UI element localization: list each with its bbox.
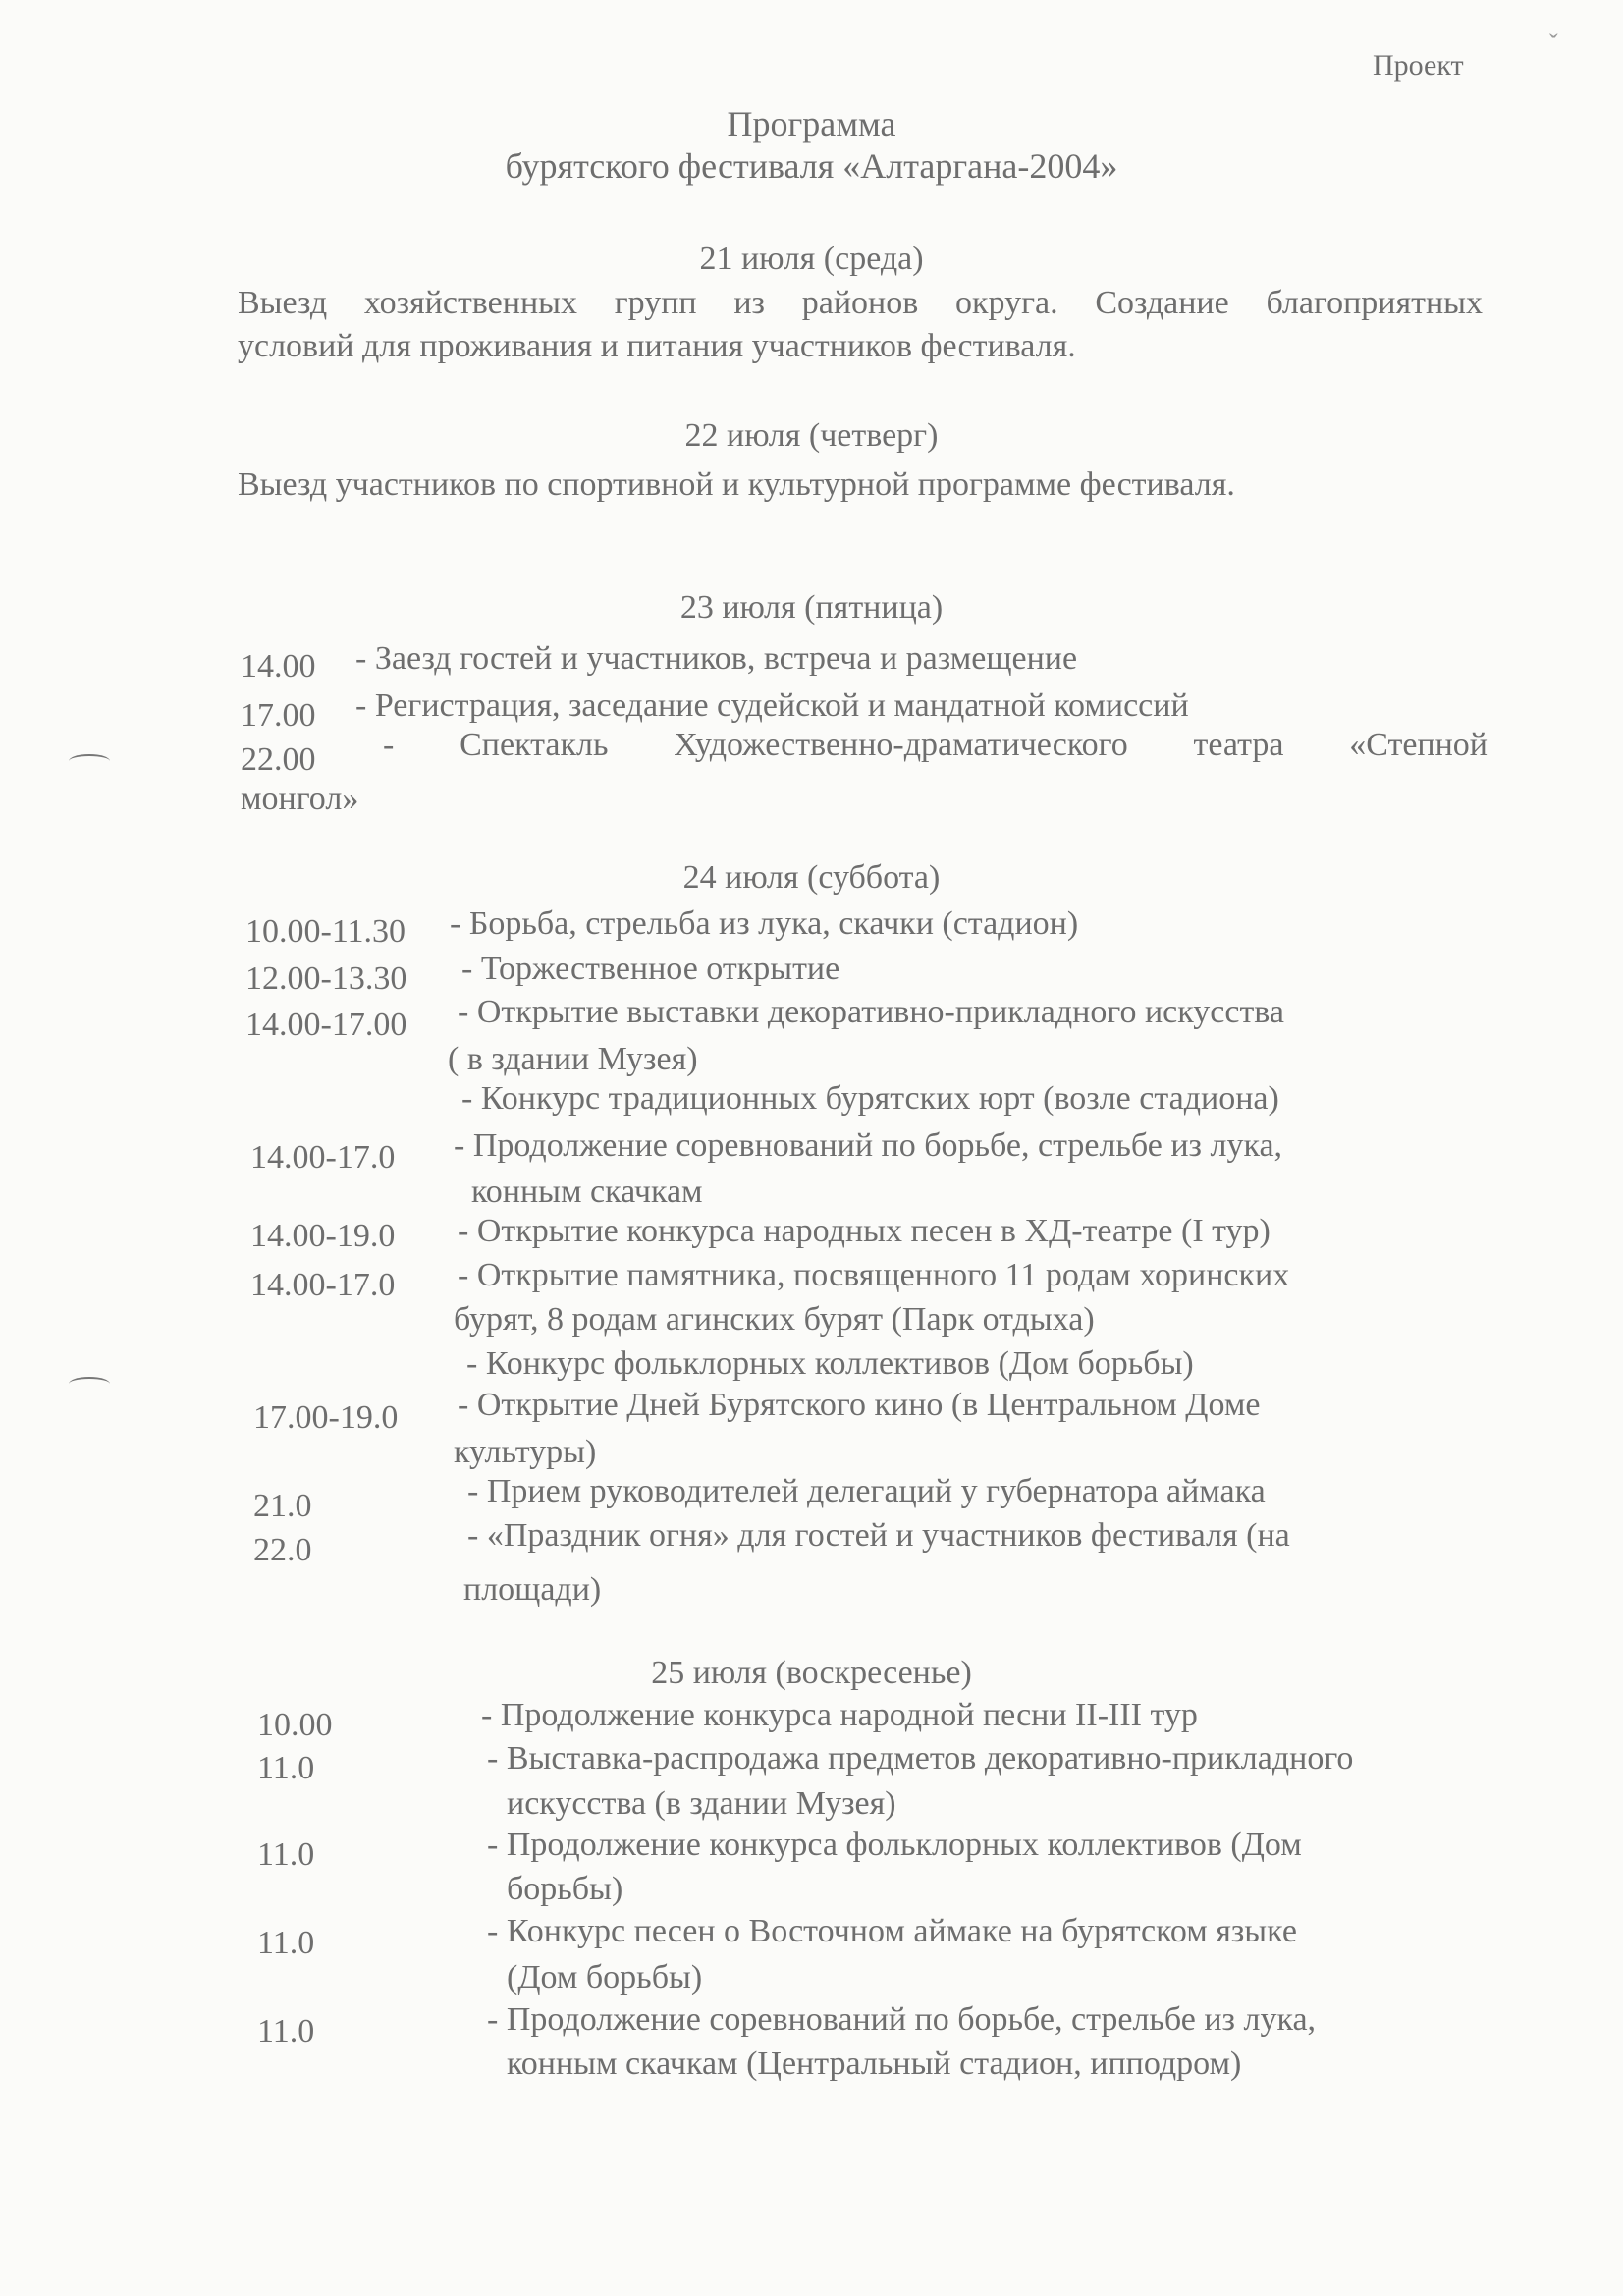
event-time: 11.0 (257, 1925, 315, 1961)
event-text-continuation: ( в здании Музея) (448, 1041, 698, 1077)
event-time: 11.0 (257, 1750, 315, 1786)
day-22-text-line-1: Выезд участников по спортивной и культурной программе фестиваля. (238, 466, 1235, 503)
event-time: 14.00-19.0 (250, 1218, 396, 1254)
day-heading-24: 24 июля (суббота) (682, 859, 941, 896)
event-text-continuation: конным скачкам (471, 1174, 703, 1210)
event-time: 21.0 (253, 1488, 312, 1524)
event-text-continuation: бурят, 8 родам агинских бурят (Парк отдыха) (454, 1301, 1095, 1338)
event-time: 14.00-17.00 (245, 1007, 407, 1043)
event-text-continuation: монгол» (241, 781, 359, 817)
day-heading-22: 22 июля (четверг) (684, 417, 939, 454)
day-heading-25: 25 июля (воскресенье) (651, 1655, 972, 1691)
event-text: - Борьба, стрельба из лука, скачки (стадион) (450, 905, 1079, 942)
event-text-continuation: культуры) (454, 1434, 597, 1470)
event-time: 11.0 (257, 1836, 315, 1873)
event-time: 10.00-11.30 (245, 913, 406, 950)
day-heading-21: 21 июля (среда) (699, 241, 924, 277)
event-text-continuation: борьбы) (507, 1871, 623, 1907)
event-text: - Регистрация, заседание судейской и мандатной комиссий (355, 687, 1189, 724)
event-time: 14.00-17.0 (250, 1139, 396, 1175)
event-text-continuation: (Дом борьбы) (507, 1959, 703, 1995)
event-text: - «Праздник огня» для гостей и участников фестиваля (на (467, 1517, 1290, 1554)
event-text: - Открытие памятника, посвященного 11 родам хоринских (458, 1257, 1290, 1293)
event-text: - Открытие Дней Бурятского кино (в Центральном Доме (458, 1387, 1261, 1423)
event-text: - Продолжение соревнований по борьбе, стрельбе из лука, (454, 1127, 1283, 1164)
event-text: - Открытие конкурса народных песен в ХД-театре (I тур) (458, 1213, 1271, 1249)
page-title: Программа (727, 104, 896, 143)
event-text: - Продолжение конкурса фольклорных коллективов (Дом (487, 1827, 1302, 1863)
event-time: 11.0 (257, 2013, 315, 2050)
event-time: 14.00-17.0 (250, 1267, 396, 1303)
event-text: - Открытие выставки декоративно-прикладного искусства (458, 994, 1284, 1030)
event-text: - Прием руководителей делегаций у губернатора аймака (467, 1473, 1266, 1509)
event-time: 17.00 (241, 697, 316, 734)
event-text-continuation: искусства (в здании Музея) (507, 1785, 896, 1822)
event-text: - Конкурс фольклорных коллективов (Дом борьбы) (466, 1345, 1194, 1382)
event-time: 10.00 (257, 1707, 333, 1743)
draft-label: Проект (1373, 49, 1464, 82)
event-text: - Продолжение соревнований по борьбе, стрельбе из лука, (487, 2001, 1317, 2038)
day-heading-23: 23 июля (пятница) (679, 589, 944, 626)
event-text: - Продолжение конкурса народной песни II-III тур (481, 1697, 1198, 1733)
event-time: 12.00-13.30 (245, 960, 407, 997)
day-21-text-line-2: условий для проживания и питания участников фестиваля. (238, 328, 1076, 364)
event-time: 17.00-19.0 (253, 1399, 399, 1436)
event-text-continuation: площади) (463, 1571, 602, 1608)
punch-hole-mark-icon (69, 1377, 110, 1391)
event-time: 22.00 (241, 741, 316, 778)
event-text: - Заезд гостей и участников, встреча и размещение (355, 640, 1078, 677)
day-21-text-line-1: Выезд хозяйственных групп из районов округа. Создание благоприятных (238, 285, 1483, 321)
event-text: - Спектакль Художественно-драматического театра «Степной (383, 727, 1488, 763)
event-text: - Конкурс традиционных бурятских юрт (возле стадиона) (461, 1080, 1279, 1117)
event-time: 14.00 (241, 648, 316, 684)
punch-hole-mark-icon (69, 754, 110, 768)
pen-mark-icon: ˇ (1549, 29, 1558, 58)
event-text: - Конкурс песен о Восточном аймаке на бурятском языке (487, 1913, 1297, 1949)
event-text: - Выставка-распродажа предметов декоративно-прикладного (487, 1740, 1354, 1777)
event-text-continuation: конным скачкам (Центральный стадион, ипподром) (507, 2046, 1242, 2082)
page-subtitle: бурятского фестиваля «Алтаргана-2004» (505, 146, 1118, 186)
event-time: 22.0 (253, 1532, 312, 1568)
event-text: - Торжественное открытие (461, 951, 840, 987)
